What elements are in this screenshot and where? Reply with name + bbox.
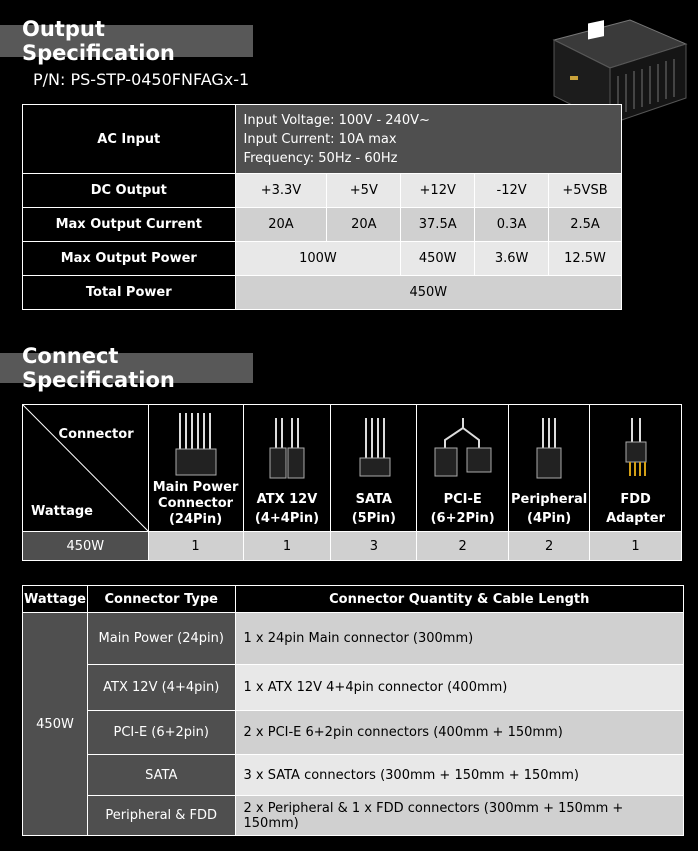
type-pcie: PCI-E (6+2pin) [87, 711, 235, 755]
type-peripheral-fdd: Peripheral & FDD [87, 796, 235, 836]
power-3v3-5v: 100W [235, 242, 401, 276]
sata-connector-icon [354, 418, 394, 482]
cable-length-table [22, 585, 684, 836]
connector-count-table [22, 404, 682, 561]
connector-wattage-corner [23, 405, 149, 532]
atx12v-label-1: ATX 12V [256, 492, 318, 507]
main-power-label-2: Connector [158, 496, 234, 511]
sata-label-2: (5Pin) [351, 511, 396, 526]
fdd-label-1: FDD [620, 492, 651, 507]
total-power-label: Total Power [23, 276, 236, 310]
output-spec-table [22, 104, 622, 310]
ac-input-details [235, 105, 621, 174]
power-12v: 450W [401, 242, 475, 276]
rail-3v3: +3.3V [235, 174, 327, 208]
input-current: Input Current: 10A max [243, 131, 397, 147]
current-12v: 37.5A [401, 208, 475, 242]
desc-main-power: 1 x 24pin Main connector (300mm) [235, 613, 684, 665]
type-atx12v: ATX 12V (4+4pin) [87, 665, 235, 711]
max-power-label: Max Output Power [23, 242, 236, 276]
main-power-label-1: Main Power [152, 480, 239, 495]
connector-atx12v [243, 405, 331, 532]
rail-12v: +12V [401, 174, 475, 208]
connector-fdd [590, 405, 682, 532]
input-frequency: Frequency: 50Hz - 60Hz [243, 150, 398, 166]
count-peripheral: 2 [509, 532, 590, 561]
corner-wattage-label: Wattage [31, 504, 93, 519]
atx-24pin-connector-icon [170, 413, 222, 477]
power-n12v: 3.6W [475, 242, 549, 276]
rail-5v: +5V [327, 174, 401, 208]
desc-pcie: 2 x PCI-E 6+2pin connectors (400mm + 150mm) [235, 711, 684, 755]
output-spec-banner: Output Specification [0, 25, 253, 57]
desc-sata: 3 x SATA connectors (300mm + 150mm + 150mm) [235, 755, 684, 796]
rail-n12v: -12V [475, 174, 549, 208]
connect-spec-banner: Connect Specification [0, 353, 253, 383]
header-quantity-length: Connector Quantity & Cable Length [235, 586, 684, 613]
peripheral-label-2: (4Pin) [527, 511, 572, 526]
count-pcie: 2 [417, 532, 509, 561]
count-sata: 3 [331, 532, 417, 561]
peripheral-label-1: Peripheral [510, 492, 588, 507]
input-voltage: Input Voltage: 100V - 240V~ [243, 112, 430, 128]
eps-4plus4-connector-icon [262, 418, 312, 482]
current-n12v: 0.3A [475, 208, 549, 242]
current-3v3: 20A [235, 208, 327, 242]
power-5vsb: 12.5W [549, 242, 622, 276]
sata-label-1: SATA [355, 492, 392, 507]
type-main-power: Main Power (24pin) [87, 613, 235, 665]
part-number: P/N: PS-STP-0450FNFAGx-1 [33, 70, 250, 89]
desc-atx12v: 1 x ATX 12V 4+4pin connector (400mm) [235, 665, 684, 711]
wattage-value: 450W [23, 532, 149, 561]
cable-wattage-value: 450W [23, 613, 88, 836]
type-sata: SATA [87, 755, 235, 796]
fdd-label-2: Adapter [606, 511, 665, 526]
connector-sata [331, 405, 417, 532]
count-atx12v: 1 [243, 532, 331, 561]
pcie-label-2: (6+2Pin) [430, 511, 495, 526]
rail-5vsb: +5VSB [549, 174, 622, 208]
desc-peripheral-fdd: 2 x Peripheral & 1 x FDD connectors (300mm + 150mm + 150mm) [235, 796, 684, 836]
atx12v-label-2: (4+4Pin) [254, 511, 320, 526]
connector-pcie [417, 405, 509, 532]
current-5v: 20A [327, 208, 401, 242]
main-power-label-3: (24Pin) [168, 512, 223, 527]
header-wattage: Wattage [23, 586, 88, 613]
fdd-adapter-icon [616, 418, 656, 482]
dc-output-label: DC Output [23, 174, 236, 208]
pcie-connector-icon [431, 418, 495, 482]
header-connector-type: Connector Type [87, 586, 235, 613]
peripheral-connector-icon [529, 418, 569, 482]
pcie-label-1: PCI-E [443, 492, 482, 507]
connector-main-power [148, 405, 243, 532]
max-current-label: Max Output Current [23, 208, 236, 242]
count-fdd: 1 [590, 532, 682, 561]
total-power-value: 450W [235, 276, 621, 310]
count-main-power: 1 [148, 532, 243, 561]
current-5vsb: 2.5A [549, 208, 622, 242]
corner-connector-label: Connector [58, 427, 134, 442]
connector-peripheral [509, 405, 590, 532]
ac-input-label: AC Input [23, 105, 236, 174]
